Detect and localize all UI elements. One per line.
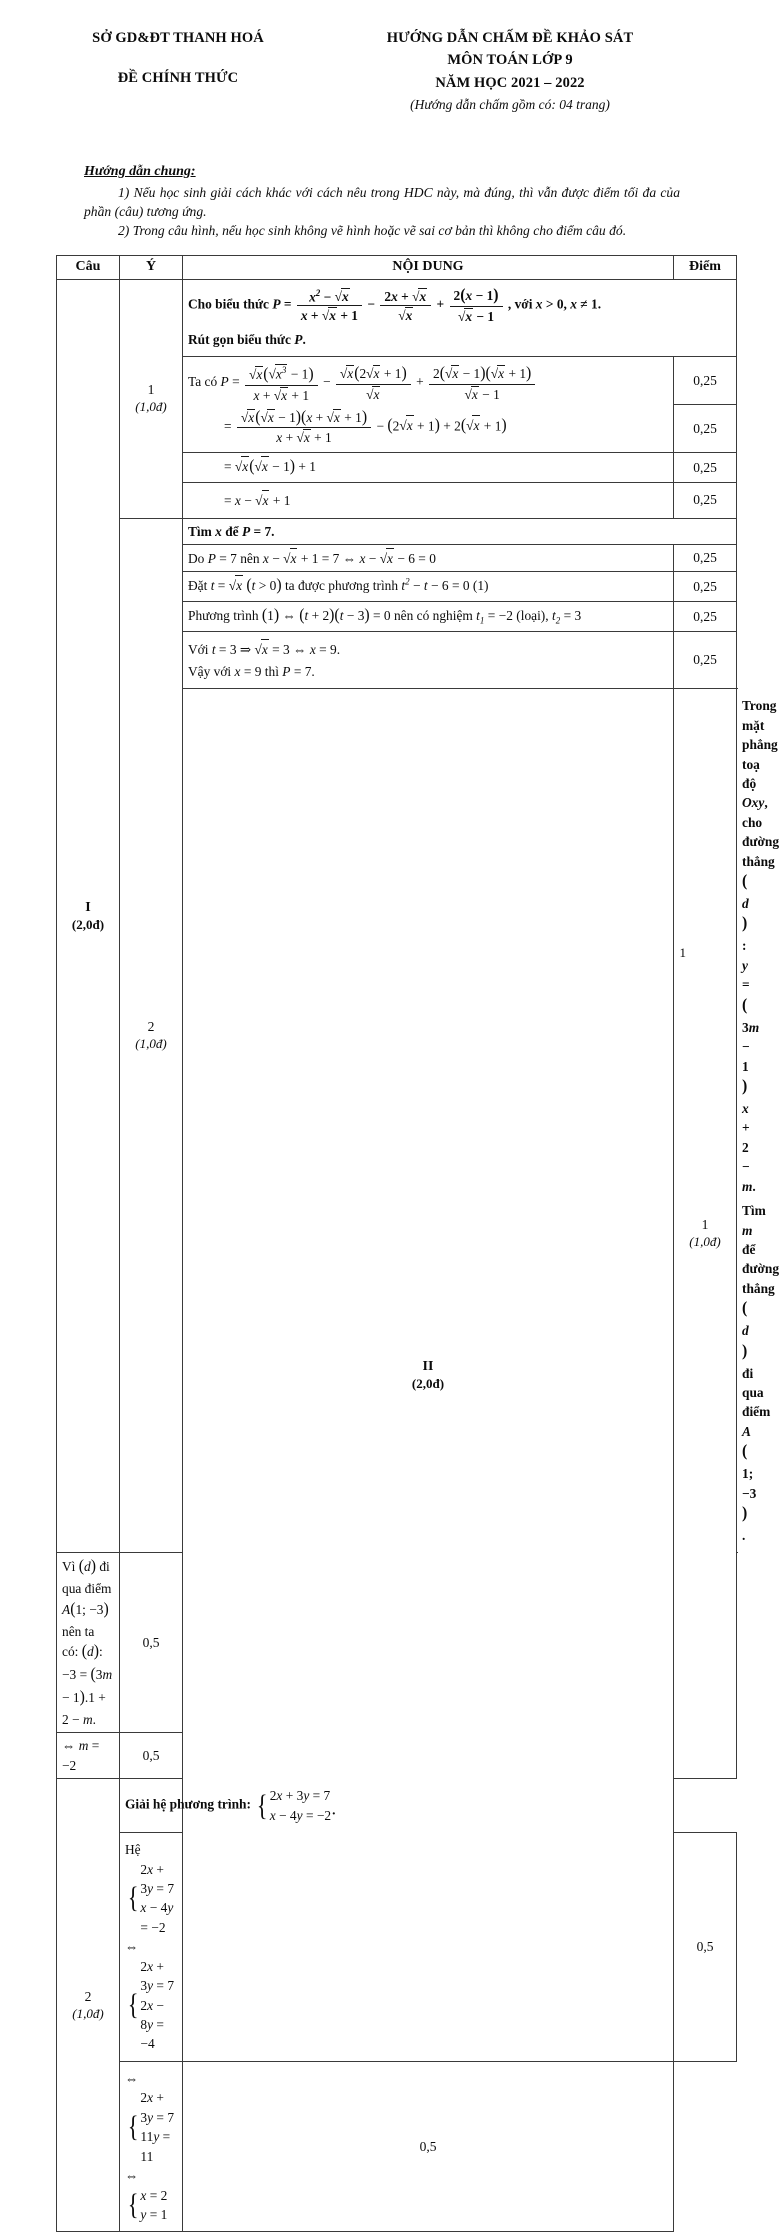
prompt-line-task: Giải hệ phương trình: { 2x + 3y = 7 x − 4y = −2 .: [125, 1786, 668, 1825]
y-score: (1,0đ): [72, 2005, 104, 2021]
diem-cell: 0,25: [674, 453, 737, 483]
y-cell-II-1: [674, 689, 737, 1779]
general-instructions: [84, 162, 680, 241]
y-score: (1,0đ): [135, 1035, 167, 1051]
system-of-equations: { 2x + 3y = 7 x − 4y = −2: [127, 1861, 175, 1935]
step-cell-I-1-d: [183, 483, 674, 518]
y-score: (1,0đ): [135, 399, 167, 415]
step-expression-3: = √x(√x − 1) + 1: [224, 457, 317, 476]
header-right-block: [328, 22, 692, 116]
step-cell-II-1-a: [57, 1553, 120, 1733]
step-expression: ⇔ m = −2: [62, 1738, 100, 1773]
document-title-line2: MÔN TOÁN LỚP 9: [447, 52, 573, 69]
step-expression: Vì (d) đi qua điểm A(1; −3) nên ta có: (d): −3 = (3m − 1).1 + 2 − m.: [62, 1557, 113, 1727]
step-cell-I-2-c: [183, 602, 674, 632]
step-expression: Do P = 7 nên x − √x + 1 = 7 ⇔ x − √x − 6 = 0: [188, 548, 668, 568]
cau-score: (2,0đ): [71, 916, 105, 932]
grading-table: [56, 255, 779, 2232]
table-row: II (2,0đ) 1 (1,0đ) Trong mặt phẳng toạ độ Oxy, cho đường thẳng (d): y = (3m − 1)x + 2 − m. Tìm m để đường thẳng (d) đi qua điểm A(1; −3).: [57, 689, 737, 1553]
diem-cell: 0,25: [674, 483, 737, 518]
table-header-row: [57, 256, 737, 280]
step-cell-I-2-b: [183, 572, 674, 602]
prompt-line-expression: Cho biểu thức P = $\frac{x^2 - √x}{x + √x + 1}$ − $\frac{2x + √x}{√x}$ + $\frac{2(x - 1)}{√x - 1}$ , với x > 0, x ≠ 1.: [188, 286, 602, 324]
column-header-noi-dung: NỘI DUNG: [183, 256, 674, 280]
page-number: 1: [679, 945, 686, 960]
y-cell-I-1: [120, 280, 183, 518]
table-row: [57, 1779, 737, 1833]
y-cell-I-2: [120, 518, 183, 1553]
step-cell-I-1-a: [183, 357, 674, 453]
cau-number: II: [422, 1359, 434, 1375]
system-of-equations: { x = 2 y = 1: [127, 2187, 168, 2222]
y-number: 2: [147, 1018, 155, 1034]
y-number: 1: [701, 1217, 709, 1233]
diem-cell: 0,25: [674, 602, 737, 632]
cau-number: I: [85, 900, 91, 916]
diem-cell: 0,25: [674, 405, 737, 453]
step-cell-I-2-d: [183, 632, 674, 689]
step-cell-II-2-a: [120, 1833, 183, 2062]
general-instruction-item-1: 1) Nếu học sinh giải cách khác với cách nêu trong HDC này, mà đúng, thì vẫn được điểm tối đa của phần (câu) tương ứng.: [84, 184, 680, 219]
diem-cell: 0,25: [674, 545, 737, 572]
prompt-cell-I-1: [183, 280, 737, 357]
system-of-equations: { 2x + 3y = 7 x − 4y = −2: [257, 1788, 332, 1823]
prompt-cell-I-2: [183, 518, 737, 544]
cau-score: (2,0đ): [411, 1375, 445, 1391]
table-row: [57, 518, 737, 544]
cau-cell-II: [183, 689, 674, 2062]
step-cell-I-1-c: [183, 453, 674, 483]
step-cell-I-2-a: [183, 545, 674, 572]
step-expression: ⇔ { 2x + 3y = 7 11y = 11 ⇔ { x = 2 y = 1: [125, 2069, 177, 2225]
step-expression-a: Với t = 3 ⇒ √x = 3 ⇔ x = 9.: [188, 639, 668, 659]
diem-cell: 0,5: [120, 1553, 183, 1733]
step-expression-4: = x − √x + 1: [188, 490, 668, 510]
diem-cell: 0,5: [120, 1733, 183, 1779]
step-cell-II-2-b: [120, 2061, 183, 2232]
step-expression-b: Vậy với x = 9 thì P = 7.: [188, 663, 315, 679]
step-expression: Hệ { 2x + 3y = 7 x − 4y = −2 ⇔ { 2x + 3y = 7 2x − 8y = −4: [125, 1840, 177, 2054]
step-expression-2: = $\frac{√x(√x - 1)(x + √x + 1)}{x + √x + 1}$ − (2√x + 1) + 2(√x + 1): [224, 408, 507, 446]
prompt-line-task: Rút gọn biểu thức P.: [188, 331, 306, 347]
grading-table-wrapper: [56, 255, 779, 2232]
column-header-cau: Câu: [57, 256, 120, 280]
diem-cell: 0,25: [674, 632, 737, 689]
diem-cell: 0,25: [674, 572, 737, 602]
step-cell-II-1-b: [57, 1733, 120, 1779]
column-header-y: Ý: [120, 256, 183, 280]
prompt-line-task: Tìm x để P = 7.: [188, 523, 275, 539]
cau-cell-I: [57, 280, 120, 1553]
document-title-line1: HƯỚNG DẪN CHẤM ĐỀ KHẢO SÁT: [386, 30, 634, 46]
y-cell-II-2: [57, 1779, 120, 2232]
system-of-equations: { 2x + 3y = 7 2x − 8y = −4: [127, 1958, 175, 2052]
page-count-note: (Hướng dẫn chấm gồm có: 04 trang): [410, 97, 610, 113]
prompt-cell-II-2: [120, 1779, 674, 1833]
step-expression: Phương trình (1) ⇔ (t + 2)(t − 3) = 0 nên có nghiệm $t_1 = -2$ (loại), $t_2 = 3$: [188, 606, 582, 627]
table-row: [57, 280, 737, 357]
general-instructions-title: Hướng dẫn chung:: [84, 163, 196, 179]
y-number: 1: [147, 382, 155, 398]
step-expression: Đặt t = √x (t > 0) ta được phương trình $t^2 - t - 6 = 0$ (1): [188, 576, 489, 595]
step-expression-1: Ta có P = $\frac{√x(√x^3 - 1)}{x + √x + 1}$ − $\frac{√x(2√x + 1)}{√x}$ + $\frac{2(√x - 1)(√x + 1)}{√x - 1}$: [188, 364, 668, 402]
y-number: 2: [84, 1988, 92, 2004]
system-of-equations: { 2x + 3y = 7 11y = 11: [127, 2090, 175, 2164]
diem-cell: 0,5: [183, 2061, 674, 2232]
department-name: SỞ GD&ĐT THANH HOÁ: [92, 30, 264, 46]
y-score: (1,0đ): [689, 1234, 721, 1250]
document-title-line3: NĂM HỌC 2021 – 2022: [435, 74, 585, 91]
table-row: [57, 2061, 737, 2232]
diem-cell: 0,25: [674, 357, 737, 405]
document-header: [0, 0, 720, 116]
column-header-diem: Điểm: [674, 256, 737, 280]
general-instruction-item-2: 2) Trong câu hình, nếu học sinh không vẽ hình hoặc vẽ sai cơ bản thì không cho điểm câu đó.: [118, 223, 627, 239]
official-exam-label: ĐỀ CHÍNH THỨC: [117, 70, 239, 87]
diem-cell: 0,5: [674, 1833, 737, 2062]
header-left-block: [28, 22, 328, 116]
